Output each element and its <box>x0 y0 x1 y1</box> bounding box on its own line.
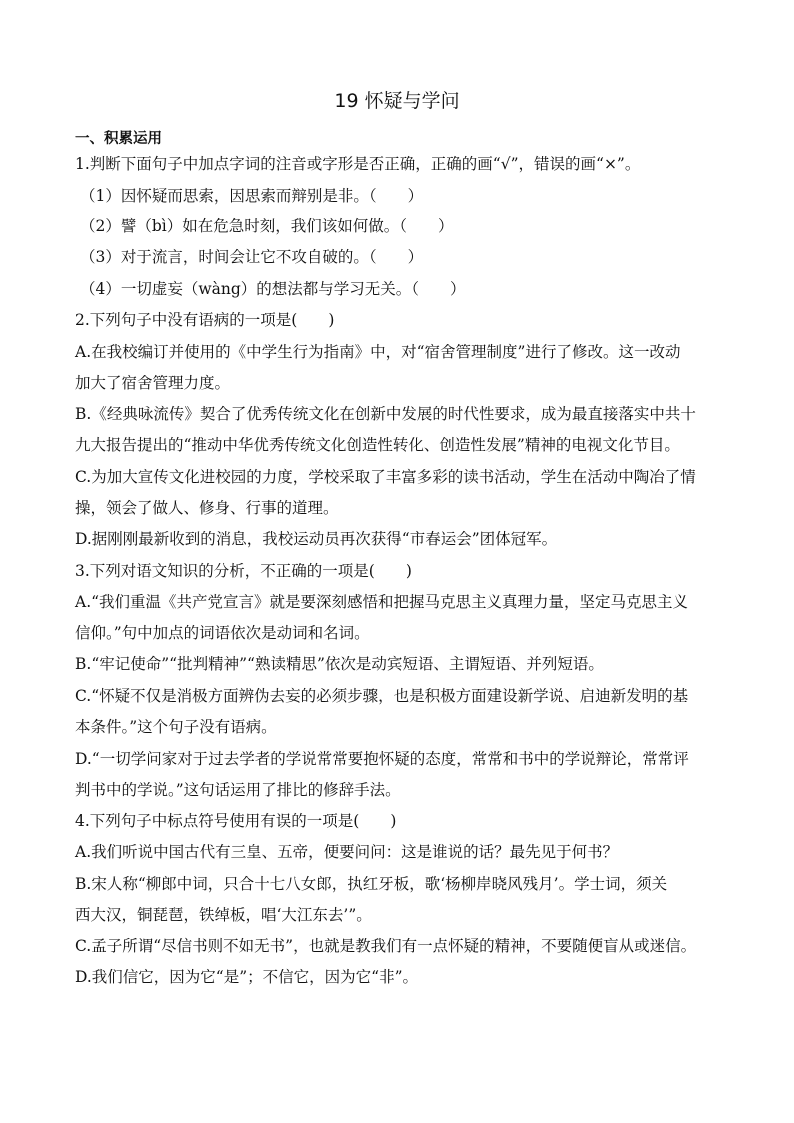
question-2-option-a: A.在我校编订并使用的《中学生行为指南》中，对“宿舍管理制度”进行了修改。这一改动 <box>75 343 681 361</box>
question-4-option-c: C.孟子所谓“尽信书则不如无书”，也就是教我们有一点怀疑的精神，不要随便盲从或迷信。 <box>75 937 697 955</box>
question-1-item-3: （3）对于流言，时间会让它不攻自破的。（ ） <box>80 248 424 266</box>
question-4-option-a: A.我们听说中国古代有三皇、五帝，便要问问：这是谁说的话？最先见于何书？ <box>75 843 619 861</box>
question-1-item-4: （4）一切虚妄（wàng）的想法都与学习无关。（ ） <box>80 280 466 298</box>
question-1-item-1: （1）因怀疑而思索，因思索而辩别是非。（ ） <box>80 187 424 205</box>
question-2-stem: 2.下列句子中没有语病的一项是( ) <box>75 311 335 329</box>
question-3-option-a-cont: 信仰。”句中加点的词语依次是动词和名词。 <box>75 624 370 642</box>
question-3-option-d: D.“一切学问家对于过去学者的学说常常要抱怀疑的态度，常常和书中的学说辩论，常常评 <box>75 750 689 768</box>
question-2-option-b: B.《经典咏流传》契合了优秀传统文化在创新中发展的时代性要求，成为最直接落实中共十 <box>75 405 696 423</box>
question-1-item-2: （2）譬（bì）如在危急时刻，我们该如何做。（ ） <box>80 217 454 235</box>
question-3-option-c: C.“怀疑不仅是消极方面辨伪去妄的必须步骤，也是积极方面建设新学说、启迪新发明的基 <box>75 687 689 705</box>
question-4-option-d: D.我们信它，因为它“是”；不信它，因为它“非”。 <box>75 968 418 986</box>
question-3-stem: 3.下列对语文知识的分析，不正确的一项是( ) <box>75 562 412 580</box>
question-4-option-b: B.宋人称“柳郎中词，只合十七八女郎，执红牙板，歌‘杨柳岸晓风残月’。学士词，须关 <box>75 875 668 893</box>
question-3-option-c-cont: 本条件。”这个句子没有语病。 <box>75 718 277 736</box>
question-3-option-d-cont: 判书中的学说。”这句话运用了排比的修辞手法。 <box>75 781 401 799</box>
section-heading: 一、积累运用 <box>75 131 162 147</box>
question-2-option-d: D.据刚刚最新收到的消息，我校运动员再次获得“市春运会”团体冠军。 <box>75 530 558 548</box>
question-3-option-b: B.“牢记使命”“批判精神”“熟读精思”依次是动宾短语、主谓短语、并列短语。 <box>75 655 604 673</box>
question-2-option-c: C.为加大宣传文化进校园的力度，学校采取了丰富多彩的读书活动，学生在活动中陶冶了情 <box>75 468 696 486</box>
page-title: 19 怀疑与学问 <box>334 90 460 112</box>
question-1-stem: 1.判断下面句子中加点字词的注音或字形是否正确，正确的画“√”，错误的画“×”。 <box>75 155 641 173</box>
question-2-option-c-cont: 操，领会了做人、修身、行事的道理。 <box>75 499 339 517</box>
question-2-option-b-cont: 九大报告提出的“推动中华优秀传统文化创造性转化、创造性发展”精神的电视文化节目。 <box>75 436 680 454</box>
question-2-option-a-cont: 加大了宿舍管理力度。 <box>75 374 231 392</box>
question-4-option-b-cont: 西大汉，铜琵琶，铁绰板，唱‘大江东去’”。 <box>75 906 372 924</box>
question-4-stem: 4.下列句子中标点符号使用有误的一项是( ) <box>75 812 397 830</box>
question-3-option-a: A.“我们重温《共产党宣言》就是要深刻感悟和把握马克思主义真理力量，坚定马克思主义 <box>75 593 689 611</box>
